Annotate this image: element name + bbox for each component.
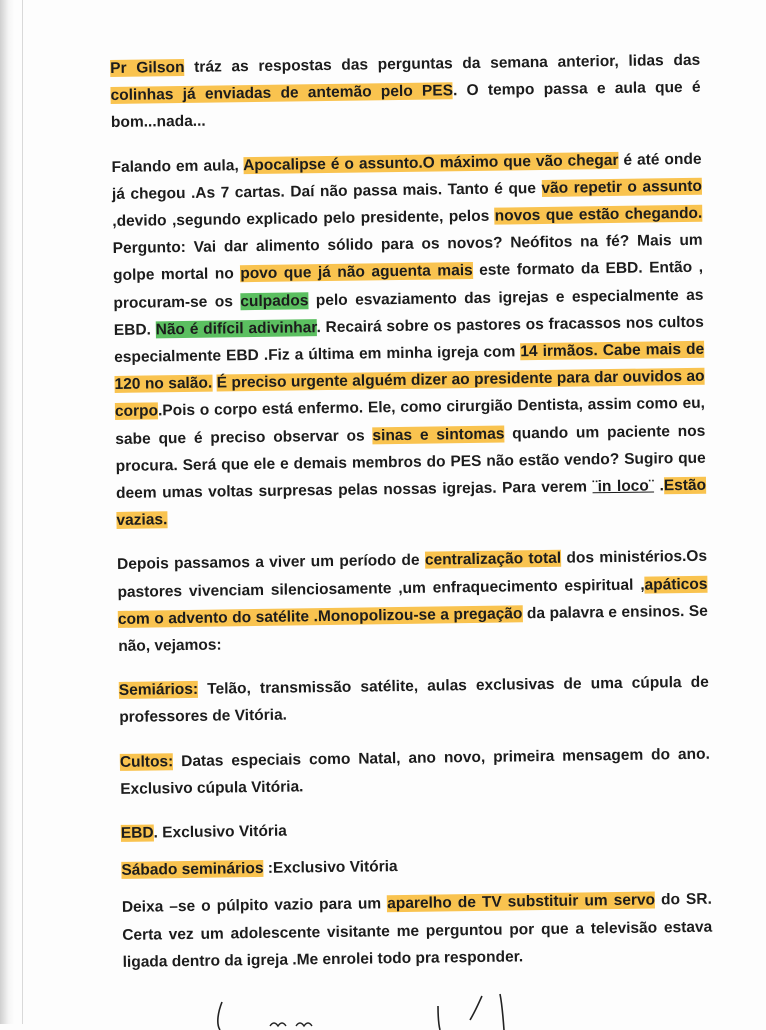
text: .Pois o corpo está enfermo. Ele, como cirurgião Dentista, assim como eu, sabe que é preciso observar os — [115, 395, 706, 448]
highlight: Estão vazias. — [116, 476, 707, 530]
highlight: É preciso urgente alguém dizer ao presidente para dar ouvidos ao corpo — [114, 367, 705, 421]
text: . Exclusivo Vitória — [153, 822, 287, 842]
highlight-green: Não é difícil adivinhar — [155, 318, 317, 339]
text: Pergunto: Vai dar alimento sólido para os novos? Neófitos na fé? Mais um golpe mortal no — [112, 231, 703, 285]
text: Datas especiais como Natal, ano novo, primeira mensagem do ano. Exclusivo cúpula Vitória. — [120, 745, 710, 798]
paragraph-1 — [110, 47, 701, 137]
highlight: Cultos: — [119, 752, 174, 771]
text: :Exclusivo Vitória — [263, 858, 398, 878]
highlight: Apocalipse é o assunto.O máximo que vão chegar — [243, 151, 619, 174]
paragraph-6 — [121, 812, 711, 847]
text: . O tempo passa e aula que é bom...nada... — [110, 78, 701, 132]
handwritten-signature — [200, 990, 540, 1030]
document-body — [110, 47, 713, 993]
text: pelo esvaziamento das igrejas e especialmente as EBD. — [113, 286, 704, 339]
text: do SR. Certa vez um adolescente visitante me perguntou por que a televisão estava ligada dentro da igreja .Me enrolei todo pra responder. — [122, 891, 713, 971]
page-edge-shadow — [0, 0, 14, 1024]
highlight: 14 irmãos. Cabe mais de 120 no salão. — [114, 340, 705, 394]
paragraph-7 — [121, 849, 711, 884]
text: . — [653, 477, 664, 495]
paragraph-3 — [117, 543, 708, 660]
text: Depois passamos a viver um período de — [117, 552, 426, 574]
highlight: centralização total — [424, 550, 562, 570]
text: da palavra e ensinos. Se não, vejamos: — [118, 602, 708, 656]
highlight: Pr Gilson — [110, 58, 185, 77]
paragraph-8 — [122, 886, 713, 976]
text: ,devido ,segundo explicado pelo presidente, pelos — [112, 207, 495, 230]
highlight: EBD — [120, 824, 154, 843]
text: tráz as respostas das perguntas da semana anterior, lidas das — [184, 51, 701, 76]
paragraph-5 — [120, 740, 711, 803]
text: . Recairá sobre os pastores os fracassos nos cultos especialmente EBD .Fiz a última em minha igreja com — [114, 313, 704, 367]
paragraph-4 — [119, 669, 710, 732]
highlight: povo que já não aguenta mais — [240, 262, 473, 283]
highlight: apáticos com o advento do satélite .Monopolizou-se a pregação — [117, 575, 708, 628]
text: Telão, transmissão satélite, aulas exclusivas de uma cúpula de professores de Vitória. — [119, 673, 709, 727]
highlight: aparelho de TV substituir um servo — [387, 891, 656, 913]
text: Falando em aula, — [111, 156, 244, 176]
text: é até onde já chegou .As 7 cartas. Daí não passa mais. Tanto é que — [111, 150, 702, 203]
highlight: novos que estão chegando. — [494, 204, 703, 225]
highlight-green: culpados — [240, 291, 309, 310]
highlight: vão repetir o assunto — [541, 177, 703, 197]
highlight: sinas e sintomas — [372, 425, 505, 445]
text: Deixa –se o púlpito vazio para um — [121, 895, 388, 917]
text: este formato da EBD. Então , procuram-se os — [113, 259, 704, 312]
highlight: Sábado seminários — [121, 860, 264, 880]
paragraph-2 — [111, 145, 706, 534]
text: dos ministérios.Os pastores vivenciam silenciosamente ,um enfraquecimento espiritual , — [117, 548, 708, 601]
text: quando um paciente nos procura. Será que ele e demais membros do PES não estão vendo? Sugiro que deem umas voltas surpresas pelas nossas igrejas. Para verem — [115, 422, 706, 503]
underlined-text: ¨in loco¨ — [592, 477, 655, 496]
page-edge-line — [22, 0, 23, 1024]
highlight: Semiários: — [118, 681, 199, 700]
highlight: colinhas já enviadas de antemão pelo PES — [110, 82, 454, 105]
